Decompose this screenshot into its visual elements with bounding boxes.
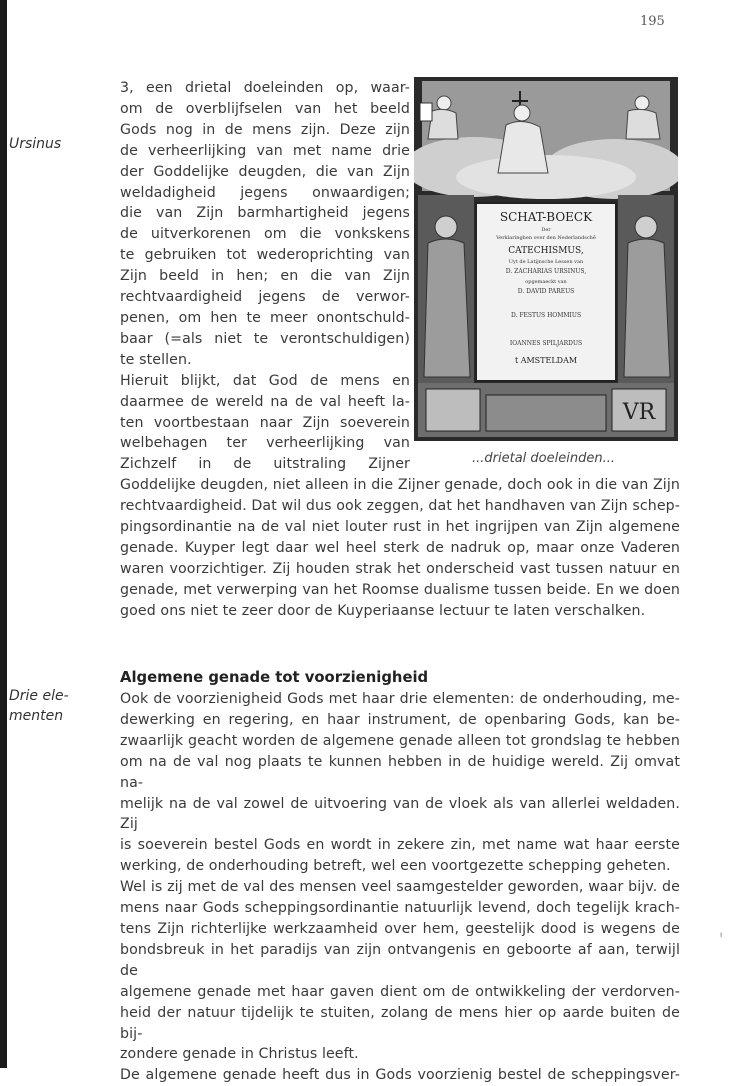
text-line: te stellen. [120,351,192,368]
text-line: algemene genade met haar gaven dient om de ontwikkeling der verdorven- [120,983,680,1000]
figure-title-line: IOANNES SPILJARDUS [509,340,583,347]
figure-title-line: Uyt de Latijnsche Lessen van [508,259,584,265]
figure-title-line: D. ZACHARIAS URSINUS, [505,268,587,275]
text-line: tens Zijn richterlijke werkzaamheid over hem, geestelijk dood is wegens de [120,920,680,937]
figure-title-line: D. FESTUS HOMMIUS [510,312,582,319]
text-line: om de overblijfselen van het beeld [120,100,410,117]
paragraph-3 [120,689,680,1086]
text-line: Gods nog in de mens zijn. Deze zijn [120,121,410,138]
stray-mark: ı [720,930,723,939]
text-line: de verheerlijking van met name drie [120,142,410,159]
text-line: de uitverkorenen om die vonkskens [120,226,410,243]
figure-title-line: Der [541,227,551,233]
text-line: mens naar Gods scheppingsordinantie natuurlijk levend, doch tegelijk krach- [120,900,680,917]
margin-note-line: menten [9,708,64,724]
text-line: die van Zijn barmhartigheid jegens [120,205,410,222]
text-line: is soeverein bestel Gods en wordt in zekere zin, met name wat haar eerste [120,837,680,854]
text-line: te gebruiken tot wederoprichting van [120,247,410,264]
text-line: Ook de voorzienigheid Gods met haar drie elementen: de onderhouding, me- [120,691,680,707]
page-edge [0,0,7,1068]
figure-title-line: opgemaeckt van [525,279,567,285]
text-line: 3, een drietal doeleinden op, waar- [120,80,410,96]
figure-caption: ...drietal doeleinden... [472,451,615,466]
text-line: Goddelijke deugden, niet alleen in die Zijner genade, doch ook in die van Zijn [120,477,680,494]
margin-note-drie [9,686,69,726]
text-line: heid der natuur tijdelijk te stuiten, zolang de mens hier op aarde buiten de bij- [120,1004,680,1042]
text-line: Zichzelf in de uitstraling Zijner [120,456,410,473]
text-line: der Goddelijke deugden, die van Zijn [120,163,410,180]
page-number: 195 [640,14,665,29]
figure-title-line: CATECHISMUS, [508,246,584,256]
text-line: daarmee de wereld na de val heeft la- [120,393,410,410]
text-line: waren voorzichtiger. Zij houden strak het onderscheid vast tussen natuur en [120,560,680,577]
text-line: dewerking en regering, en haar instrument, de openbaring Gods, kan be- [120,711,680,728]
text-line: weldadigheid jegens onwaardigen; [120,184,410,201]
text-line: Zijn beeld in hen; en die van Zijn [120,268,410,285]
text-line: welbehagen ter verheerlijking van [120,435,410,452]
margin-note-ursinus: Ursinus [9,136,62,152]
paragraph-1 [120,78,680,622]
text-line: Hieruit blijkt, dat God de mens en [120,372,410,389]
text-line: rechtvaardigheid. Dat wil dus ook zeggen, dat het handhaven van Zijn schep- [120,498,681,515]
monogram-vr-icon: VR [622,400,656,425]
figure-title-line: D. DAVID PAREUS [517,288,575,295]
text-line: zondere genade in Christus leeft. [120,1046,359,1063]
text-line: werking, de onderhouding betreft, wel een voortgezette schepping geheten. [120,858,671,875]
text-line: De algemene genade heeft dus in Gods voorzienig bestel de scheppingsver- [120,1067,680,1084]
figure-title-line: t AMSTELDAM [514,356,578,365]
text-line: rechtvaardigheid jegens de verwor- [120,289,410,306]
figure-title-line: Verklaringhen over den Nederlandschẽ [496,235,596,241]
text-line: melijk na de val zowel de uitvoering van de vloek als van allerlei weldaden. Zij [120,795,680,833]
text-line: goed ons niet te zeer door de Kuyperiaanse lectuur te laten verschalken. [120,602,646,619]
margin-note-line: Drie ele- [9,688,69,704]
text-line: genade, met verwerping van het Roomse dualisme tussen beide. En we doen [120,581,680,598]
text-line: baar (=als niet te verontschuldigen) [120,330,410,347]
text-line: om na de val nog plaats te kunnen hebben in de huidige wereld. Zij omvat na- [120,753,680,791]
text-line: Wel is zij met de val des mensen veel saamgestelder geworden, waar bijv. de [120,879,680,896]
figure-title-line: SCHAT-BOECK [499,210,593,224]
text-line: zwaarlijk geacht worden de algemene genade alleen tot grondslag te hebben [120,732,680,749]
text-line: pingsordinantie na de val niet louter rust in het ingrijpen van Zijn algemene [120,519,680,536]
text-line: bondsbreuk in het paradijs van zijn ontvangenis en geboorte af aan, terwijl de [120,941,680,979]
text-line: penen, om hen te meer onontschuld- [120,309,410,326]
text-line: ten voortbestaan naar Zijn soeverein [120,414,410,431]
section-heading: Algemene genade tot voorzienigheid [120,669,429,686]
text-line: genade. Kuyper legt daar wel heel sterk de nadruk op, maar onze Vaderen [120,539,680,556]
